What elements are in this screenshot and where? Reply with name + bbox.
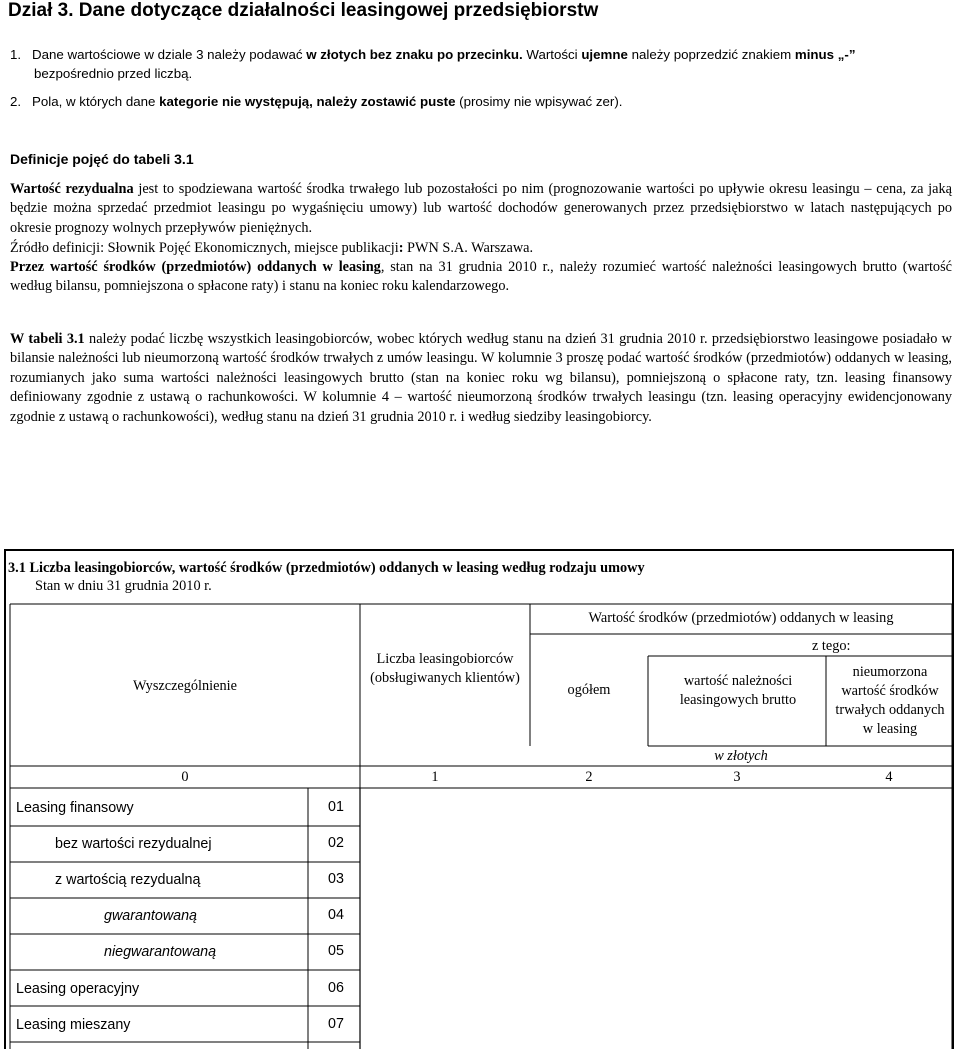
row-label-leasing-finansowy: Leasing finansowy	[16, 800, 134, 816]
row-code: 04	[328, 907, 344, 923]
header-value-group: Wartość środków (przedmiotów) oddanych w leasing	[588, 610, 894, 626]
row-label-leasing-mieszany: Leasing mieszany	[16, 1017, 131, 1033]
definition-text: , stan na 31 grudnia 2010 r., należy rozumieć wartość należności leasingowych brutto (wartość według bilansu, pomniejszona o spłacone raty) i stanu na koniec roku kalendarzowego.	[10, 259, 952, 295]
source-colon: :	[398, 240, 404, 256]
header-lessee-count: Liczba leasingobiorców (obsługiwanych klientów)	[370, 651, 520, 686]
definition-text: jest to spodziewana wartość środka trwałego lub pozostałości po nim (prognozowanie wartości po upływie okresu leasingu – cena, za jaką będzie można sprzedać przedmiot leasingu po wygaśnięciu umowy) lub wartość dochodów generowanych przez przedsiębiorstwo w latach następujących po okresie prognozy wolnych przepływów pieniężnych.	[10, 181, 952, 236]
instruction-part: ujemne	[581, 47, 628, 62]
col-number-0: 0	[181, 769, 189, 785]
instruction-part: w złotych bez znaku po przecinku.	[306, 47, 523, 62]
definition-term: Wartość rezydualna	[10, 181, 134, 197]
row-code: 07	[328, 1016, 344, 1032]
section-title: Dział 3. Dane dotyczące działalności leasingowej przedsiębiorstw	[8, 0, 599, 21]
col-number-4: 4	[885, 769, 893, 785]
row-code: 06	[328, 980, 344, 996]
row-label-leasing-operacyjny: Leasing operacyjny	[16, 981, 140, 997]
table-subtitle: Stan w dniu 31 grudnia 2010 r.	[35, 578, 212, 594]
instruction-part: Pola, w których dane	[32, 94, 160, 109]
header-total: ogółem	[567, 682, 611, 698]
header-specification: Wyszczególnienie	[133, 678, 237, 694]
row-label-gwarantowana: gwarantowaną	[104, 908, 197, 924]
of-which-label: z tego:	[812, 638, 851, 654]
instruction-part: należy poprzedzić znakiem	[627, 47, 795, 62]
data-entry-area[interactable]	[362, 790, 951, 1049]
instruction-part: minus „-”	[794, 47, 856, 62]
row-label-z-wartoscia: z wartością rezydualną	[55, 872, 201, 888]
row-label-bez-wartosci: bez wartości rezydualnej	[55, 836, 212, 852]
col-number-2: 2	[585, 769, 593, 785]
row-code: 05	[328, 943, 344, 959]
source-text: Źródło definicji: Słownik Pojęć Ekonomicznych, miejsce publikacji	[10, 240, 399, 256]
instruction-number: 1.	[10, 47, 22, 62]
col-number-1: 1	[431, 769, 439, 785]
row-code: 03	[328, 871, 344, 887]
definition-term: Przez wartość środków (przedmiotów) oddanych w leasing	[10, 259, 381, 275]
instruction-number: 2.	[10, 94, 22, 109]
col-number-3: 3	[733, 769, 741, 785]
instruction-continuation: bezpośrednio przed liczbą.	[34, 66, 193, 81]
source-rest: PWN S.A. Warszawa.	[403, 240, 534, 256]
definition-text: należy podać liczbę wszystkich leasingobiorców, wobec których według stanu na dzień 31 grudnia 2010 r. przedsiębiorstwo leasingowe posiadało w bilansie należności lub nieumorzoną wartość środków trwałych z umów leasingu. W kolumnie 3 proszę podać wartość środków (przedmiotów) oddanych w leasing, rozumianych jako suma wartości należności leasingowych brutto (stan na koniec roku wg bilansu), pomniejszoną o spłacone raty, tzn. leasing finansowy definiowany zgodnie z ustawą o rachunkowości. W kolumnie 4 – wartość nieumorzoną środków trwałych leasingu (tzn. leasing operacyjny ewidencjonowany zgodnie z ustawą o rachunkowości), według stanu na dzień 31 grudnia 2010 r. i według siedziby leasingobiorcy.	[10, 331, 952, 425]
definitions-title: Definicje pojęć do tabeli 3.1	[10, 151, 194, 167]
header-unit: w złotych	[714, 748, 768, 764]
header-unamortized: nieumorzona wartość środków trwałych oddanych w leasing	[835, 664, 945, 737]
table-title: 3.1 Liczba leasingobiorców, wartość środków (przedmiotów) oddanych w leasing według rodzaju umowy	[8, 560, 645, 576]
instruction-part: Wartości	[522, 47, 582, 62]
instruction-part: kategorie nie występują, należy zostawić puste	[159, 94, 456, 109]
definition-term: W tabeli 3.1	[10, 331, 85, 347]
instruction-part: Dane wartościowe w dziale 3 należy podawać	[32, 47, 307, 62]
header-of-which	[648, 637, 952, 656]
instruction-part: (prosimy nie wpisywać zer).	[455, 94, 623, 109]
row-code: 02	[328, 835, 344, 851]
row-label-niegwarantowana: niegwarantowaną	[104, 944, 217, 960]
row-code: 01	[328, 799, 344, 815]
header-receivables: wartość należności leasingowych brutto	[679, 673, 797, 708]
